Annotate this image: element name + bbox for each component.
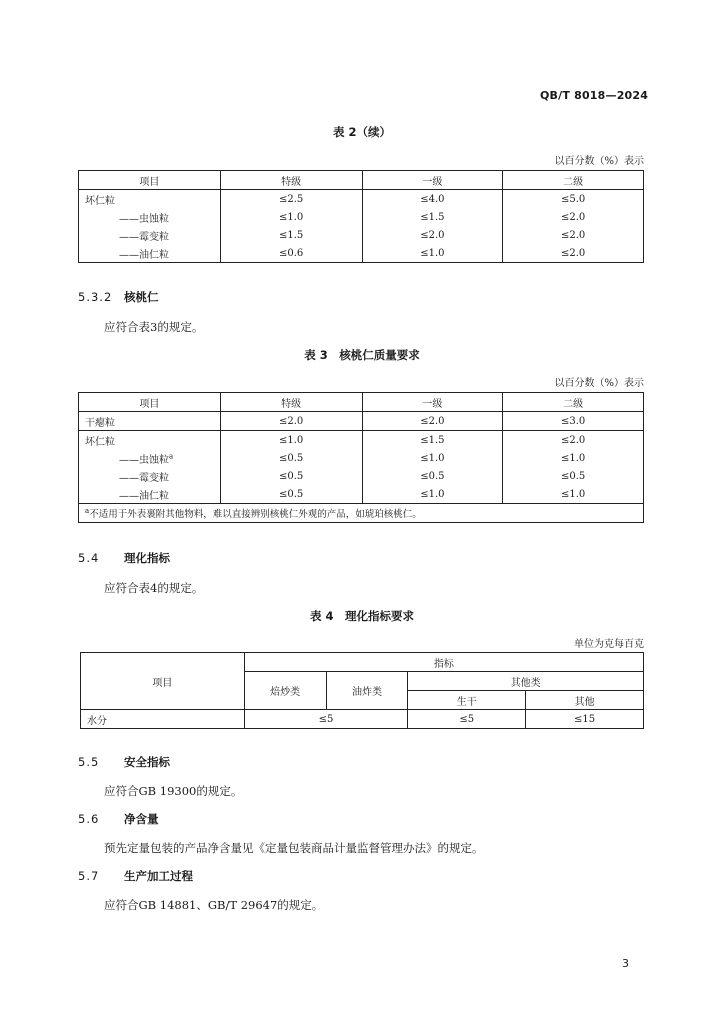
table-cell: 坏仁粒 xyxy=(79,431,221,450)
table4-header-item: 项目 xyxy=(81,653,245,710)
table-cell: ≤1.0 xyxy=(220,431,362,450)
table-cell: ≤1.5 xyxy=(362,431,503,450)
table-row xyxy=(79,226,644,244)
table3-header-grade2: 二级 xyxy=(503,393,644,412)
table-cell: ≤1.0 xyxy=(220,208,362,226)
table-row xyxy=(81,710,644,729)
table4-header-index: 指标 xyxy=(244,653,643,672)
table-row xyxy=(79,412,644,431)
footnote-text: 不适用于外表裹附其他物料，难以直接辨别核桃仁外观的产品，如琥珀核桃仁。 xyxy=(89,509,422,520)
table-row xyxy=(81,653,644,672)
section-title: 净含量 xyxy=(124,812,159,826)
table-row xyxy=(79,485,644,504)
section-5-7-text: 应符合GB 14881、GB/T 29647的规定。 xyxy=(104,898,324,912)
table-cell: ≤2.0 xyxy=(503,431,644,450)
table-row xyxy=(79,467,644,485)
row-label: ——虫蚀粒 xyxy=(119,454,169,466)
table3-header-grade1: 一级 xyxy=(362,393,503,412)
table-cell: ≤3.0 xyxy=(503,412,644,431)
table-cell: ≤2.0 xyxy=(362,226,503,244)
table-cell: ≤2.0 xyxy=(362,412,503,431)
table-cell: ≤2.0 xyxy=(503,226,644,244)
table-cell: 干瘪粒 xyxy=(79,412,221,431)
table4 xyxy=(80,652,644,729)
table-cell: ≤2.0 xyxy=(503,208,644,226)
table-cell: ——霉变粒 xyxy=(79,226,221,244)
table2-header-grade2: 二级 xyxy=(503,171,644,190)
section-5-6-heading xyxy=(78,811,159,827)
table-cell: ≤1.0 xyxy=(362,449,503,467)
table4-caption: 表 4 理化指标要求 xyxy=(309,609,414,623)
table3-header-premium: 特级 xyxy=(220,393,362,412)
table-cell: ≤1.0 xyxy=(503,485,644,504)
table3-header-row xyxy=(79,393,644,412)
section-title: 生产加工过程 xyxy=(124,869,193,883)
table-cell: ≤0.5 xyxy=(362,467,503,485)
table2-header-row xyxy=(79,171,644,190)
section-title: 核桃仁 xyxy=(124,290,159,304)
section-5-6-text: 预先定量包装的产品净含量见《定量包装商品计量监督管理办法》的规定。 xyxy=(104,841,484,855)
section-number: 5.6 xyxy=(78,812,100,826)
table-cell: ≤2.5 xyxy=(220,190,362,209)
section-number: 5.5 xyxy=(78,755,100,769)
table-cell: 坏仁粒 xyxy=(79,190,221,209)
section-5-4-text: 应符合表4的规定。 xyxy=(104,581,204,595)
table-cell: ≤1.5 xyxy=(362,208,503,226)
table3-footnote-row xyxy=(79,504,644,523)
table-cell: ≤0.5 xyxy=(220,467,362,485)
table3-unit: 以百分数（%）表示 xyxy=(554,378,644,389)
table-cell: ≤2.0 xyxy=(503,244,644,263)
section-5-3-2-heading xyxy=(78,289,159,305)
section-number: 5.3.2 xyxy=(78,290,113,304)
table4-header-other: 其他类 xyxy=(408,672,644,691)
section-5-5-heading xyxy=(78,754,170,770)
footnote-mark: a xyxy=(169,452,174,461)
table-cell: ——油仁粒 xyxy=(79,244,221,263)
table3 xyxy=(78,392,644,523)
table-cell xyxy=(79,449,221,467)
standard-code: QB/T 8018—2024 xyxy=(540,89,649,102)
table4-unit: 单位为克每百克 xyxy=(574,639,644,650)
section-number: 5.4 xyxy=(78,551,100,565)
table-cell: ≤1.0 xyxy=(503,449,644,467)
table4-header-raw: 生干 xyxy=(408,691,526,710)
table-cell: ≤5 xyxy=(244,710,408,729)
table-row xyxy=(79,244,644,263)
table4-row-label: 水分 xyxy=(81,710,245,729)
table-row xyxy=(79,449,644,467)
table3-header-item: 项目 xyxy=(79,393,221,412)
table2-unit: 以百分数（%）表示 xyxy=(554,156,644,167)
table-cell: ≤5 xyxy=(408,710,526,729)
page-number: 3 xyxy=(622,957,629,970)
table-cell: ≤1.0 xyxy=(362,485,503,504)
section-5-7-heading xyxy=(78,868,193,884)
table-cell: ≤4.0 xyxy=(362,190,503,209)
section-number: 5.7 xyxy=(78,869,100,883)
table-cell: ≤1.5 xyxy=(220,226,362,244)
table2-caption: 表 2（续） xyxy=(332,125,391,139)
table3-footnote xyxy=(79,504,644,523)
table4-header-roasted: 焙炒类 xyxy=(244,672,326,710)
section-5-3-2-text: 应符合表3的规定。 xyxy=(104,320,204,334)
table-cell: ≤5.0 xyxy=(503,190,644,209)
section-5-4-heading xyxy=(78,550,170,566)
table-row xyxy=(79,431,644,450)
section-5-5-text: 应符合GB 19300的规定。 xyxy=(104,784,243,798)
section-title: 理化指标 xyxy=(124,551,170,565)
table-cell: ≤1.0 xyxy=(362,244,503,263)
section-title: 安全指标 xyxy=(124,755,170,769)
table4-header-fried: 油炸类 xyxy=(326,672,408,710)
table3-caption: 表 3 核桃仁质量要求 xyxy=(304,348,420,362)
table-cell: ≤2.0 xyxy=(220,412,362,431)
table2 xyxy=(78,170,644,263)
table-row xyxy=(79,190,644,209)
footnote-mark: a xyxy=(85,506,90,515)
table-cell: ≤0.5 xyxy=(220,449,362,467)
table4-header-others: 其他 xyxy=(526,691,644,710)
table-cell: ≤0.5 xyxy=(220,485,362,504)
table-cell: ——油仁粒 xyxy=(79,485,221,504)
table-cell: ≤15 xyxy=(526,710,644,729)
table-cell: ——虫蚀粒 xyxy=(79,208,221,226)
table2-header-grade1: 一级 xyxy=(362,171,503,190)
table-cell: ——霉变粒 xyxy=(79,467,221,485)
table2-header-item: 项目 xyxy=(79,171,221,190)
table2-header-premium: 特级 xyxy=(220,171,362,190)
table-cell: ≤0.5 xyxy=(503,467,644,485)
table-row xyxy=(79,208,644,226)
table-cell: ≤0.6 xyxy=(220,244,362,263)
